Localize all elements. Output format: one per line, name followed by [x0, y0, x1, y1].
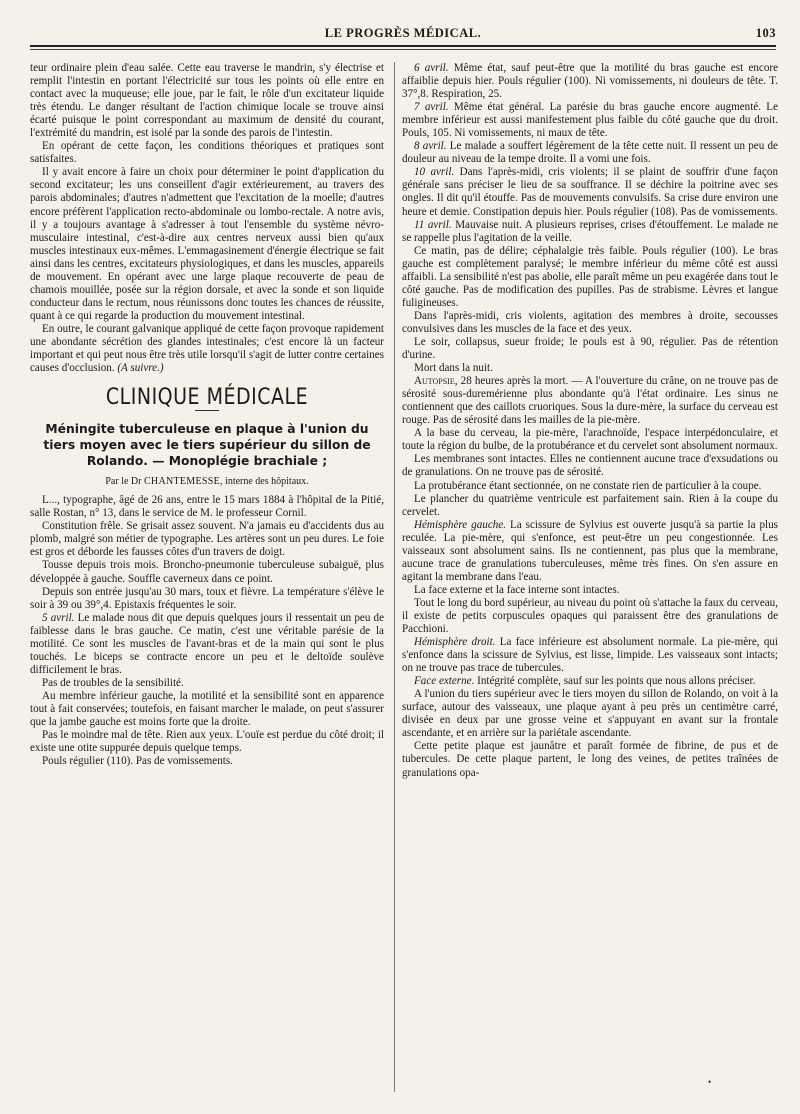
paragraph: Le soir, collapsus, sueur froide; le pouls est à 90, régulier. Pas de rétention d'urine.: [402, 335, 778, 362]
paragraph: A l'union du tiers supérieur avec le tiers moyen du sillon de Rolando, on voit à la surface, autour des vaisseaux, une plaque ayant à peu près un centimètre carré, divisée en deux par une grosse veine et s'appuyant en avant sur la frontale ascendante, et en arrière sur la pariétale ascendante.: [402, 688, 778, 740]
paragraph: A la base du cerveau, la pie-mère, l'arachnoïde, l'espace interpédonculaire, et toute la région du bulbe, de la protubérance et du cervelet sont absolument normaux.: [402, 427, 778, 453]
entry-date: 6 avril.: [414, 62, 449, 74]
byline-prefix: Par le Dr: [105, 476, 144, 488]
paragraph-text: La face inférieure est absolument normale. La pie-mère, qui s'enfonce dans la scissure de Sylvius, est lisse, limpide. Les vaisseaux sont intacts; on ne trouve pas trace de tubercules.: [402, 636, 779, 675]
paragraph: [402, 101, 778, 140]
header-rule-thin: [30, 49, 776, 50]
paragraph-text: , 28 heures après la mort. — A l'ouverture du crâne, on ne trouve pas de sérosité sous-duremérienne plus abondante qu'à l'état ordinaire. Les sinus ne contiennent que des caillots cruoriques. Sous la dure-mère, la surface du cerveau est rouge. Pas de sérosité dans les mailles de la pie-mère.: [402, 375, 778, 427]
header-rule: [30, 45, 776, 47]
paragraph: [402, 140, 778, 166]
paragraph: [30, 323, 384, 375]
paragraph: Tout le long du bord supérieur, au niveau du point où s'attache la faux du cerveau, il existe de petits corpuscules opaques qui paraissent être des granulations de Pacchioni.: [402, 596, 778, 636]
paragraph: La protubérance étant sectionnée, on ne constate rien de particulier à la coupe.: [414, 479, 762, 492]
paragraph: Pouls régulier (110). Pas de vomissements.: [42, 755, 233, 768]
entry-date: 11 avril.: [414, 218, 452, 231]
paragraph: [402, 519, 778, 584]
print-mark: •: [708, 1077, 712, 1087]
paragraph-text: La scissure de Sylvius est ouverte jusqu'à sa partie la plus reculée. La pie-mère, qui s'enfonce, est peut-être un peu congestionnée. Les vaisseaux sont absolument sains. Ils ne contiennent, pas plus que la membrane, aucune trace de granulations tuberculeuses, même très fines. On s'en assure en agitant la membrane dans l'eau.: [402, 518, 779, 583]
paragraph: Constitution frêle. Se grisait assez souvent. N'a jamais eu d'accidents dus au plomb, malgré son métier de typographe. Les artères sont un peu dures. Le foie est gros et déborde les fausses côtes d'un travers de doigt.: [30, 520, 384, 559]
right-column: [402, 62, 778, 780]
paragraph: [402, 62, 778, 101]
byline: [30, 475, 384, 488]
paragraph: Le plancher du quatrième ventricule est parfaitement sain. Rien à la coupe du cervelet.: [402, 492, 778, 518]
article-title: Méningite tuberculeuse en plaque à l'union du tiers moyen avec le tiers supérieur du sillon de Rolando. — Monoplégie brachiale ;: [43, 422, 371, 469]
paragraph-text: Le malade nous dit que depuis quelques jours il ressentait un peu de faiblesse dans le bras gauche. Ce matin, c'est une véritable parésie de la motilité. Ce sont les muscles de l'avant-bras et de la main qui sont le plus touchés. Le biceps se contracte encore un peu et le deltoïde soulève difficilement le bras.: [30, 611, 384, 676]
paragraph: En opérant de cette façon, les conditions théoriques et pratiques sont satisfaites.: [30, 140, 384, 166]
byline-suffix: , interne des hôpitaux.: [220, 476, 309, 488]
section-rule: [195, 410, 219, 411]
paragraph: Au membre inférieur gauche, la motilité et la sensibilité sont en apparence tout à fait conservées; toutefois, en faisant marcher le malade, on peut s'assurer que la jambe gauche est moins forte que la droite.: [30, 689, 384, 729]
paragraph: Pas le moindre mal de tête. Rien aux yeux. L'ouïe est perdue du côté droit; il existe une otite suppurée depuis quelque temps.: [30, 729, 384, 755]
paragraph: Dans l'après-midi, cris violents, agitation des membres à droite, secousses convulsives dans les muscles de la face et des yeux.: [402, 309, 778, 335]
paragraph: Tousse depuis trois mois. Broncho-pneumonie tuberculeuse subaiguë, plus développée à gauche. Souffle caverneux dans ce point.: [30, 559, 384, 585]
running-header: [30, 26, 776, 46]
autopsy-label: Autopsie: [414, 375, 455, 388]
paragraph: Il y avait encore à faire un choix pour déterminer le point d'application du second excitateur; les uns conseillent d'agir extérieurement, au travers des parois abdominales; d'autres n'admettent que l'excitation de la moelle; d'autres encore préfèrent l'application recto-abdominale ou lombo-rectale. A notre avis, il y a toujours avantage à s'adresser à tout l'ensemble du système névro-musculaire intestinal, c'est-à-dire aux centres nerveux aussi bien qu'aux muscles intestinaux eux-mêmes. L'emmagasinement d'énergie électrique se fait ainsi dans les centres, excitateurs physiologiques, et dans les muscles, appareils de mouvement. En opérant avec une large plaque recouverte de peau de chamois mouillée, posée sur la région dorsale, et avec la sonde et son liquide conducteur dans le rectum, nous réunissons donc toutes les chances de réussite, quant à ce qui regarde la production du mouvement intestinal.: [30, 166, 384, 322]
section-heading: CLINIQUE MÉDICALE: [105, 384, 309, 410]
paragraph: La face externe et la face interne sont intactes.: [414, 583, 620, 596]
paragraph: [402, 375, 778, 427]
paragraph: Mort dans la nuit.: [414, 362, 493, 375]
entry-date: 7 avril.: [414, 101, 449, 114]
paragraph-text: Mauvaise nuit. A plusieurs reprises, crises d'étouffement. Le malade ne se rappelle plus l'agitation de la veille.: [402, 218, 778, 244]
continued-note: (A suivre.): [117, 362, 164, 375]
entry-date: 8 avril.: [414, 140, 447, 153]
paragraph: Ce matin, pas de délire; céphalalgie très faible. Pouls régulier (100). Le bras gauche est complètement paralysé; le membre inférieur du même côté est aussi affaibli. La sensibilité n'est pas abolie, elle paraît même un peu exagérée dans tout le côté gauche. Pas de modification des pupilles. Pas de strabisme. Lèvres et langue fuligineuses.: [402, 244, 778, 309]
paragraph: teur ordinaire plein d'eau salée. Cette eau traverse le mandrin, s'y électrise et remplit l'intestin en portant l'électricité sur tous les points où elle entre en contact avec la muqueuse; elle joue, par le fait, le rôle d'un excitateur liquide très étendu. Le danger résultant de l'action chimique locale se trouve ainsi écarté puisque le point correspondant au maximum de densité du courant, l'extrémité du mandrin, est isolé par la sonde des parois de l'intestin.: [30, 62, 384, 140]
paragraph: [30, 612, 384, 677]
entry-date: 5 avril.: [42, 611, 75, 624]
left-column: [30, 62, 384, 768]
paragraph: [402, 675, 778, 688]
journal-title: LE PROGRÈS MÉDICAL.: [324, 26, 482, 40]
paragraph-text: Même état général. La parésie du bras gauche encore augmenté. Le membre inférieur est aussi manifestement plus faible du côté gauche que du droit. Pouls, 105. Ni vomissements, ni maux de tête.: [402, 101, 779, 140]
paragraph-text: Même état, sauf peut-être que la motilité du bras gauche est encore affaiblie depuis hier. Pouls régulier (100). Ni vomissements, ni douleurs de tête. T. 37°,8. Respiration, 25.: [402, 62, 779, 101]
author-name: CHANTEMESSE: [143, 476, 221, 488]
paragraph: Cette petite plaque est jaunâtre et paraît formée de fibrine, de pus et de tubercules. De cette plaque partent, le long des veines, de petites traînées de granulations opa-: [402, 740, 778, 779]
paragraph-text: Intégrité complète, sauf sur les points que nous allons préciser.: [474, 675, 756, 688]
subsection-label: Hémisphère gauche.: [414, 518, 506, 531]
column-divider: [394, 62, 395, 1092]
paragraph: [402, 219, 778, 245]
paragraph: Les membranes sont intactes. Elles ne contiennent aucune trace d'exsudations ou de granulations. On ne trouve pas de sérosité.: [402, 453, 778, 479]
paragraph: [402, 636, 778, 675]
paragraph-text: En outre, le courant galvanique appliqué de cette façon provoque rapidement une abondante sécrétion des glandes intestinales; c'est encore là un facteur important et qui peut nous être très utile lorsqu'il s'agit de lutter contre certaines causes d'occlusion.: [30, 322, 384, 375]
subsection-label: Face externe.: [414, 675, 475, 688]
paragraph: [402, 166, 778, 218]
page-number: 103: [755, 26, 776, 40]
paragraph: Pas de troubles de la sensibilité.: [42, 676, 184, 689]
paragraph: Depuis son entrée jusqu'au 30 mars, toux et fièvre. La température s'élève le soir à 39 ou 39°,4. Epistaxis fréquentes le soir.: [30, 585, 384, 611]
entry-date: 10 avril.: [414, 166, 455, 179]
paragraph-text: Le malade a souffert légèrement de la tête cette nuit. Il ressent un peu de douleur au niveau de la tempe droite. Il a vomi une fois.: [402, 140, 778, 166]
paragraph-text: Dans l'après-midi, cris violents; il se plaint de souffrir d'une façon générale sans préciser le lieu de sa souffrance. Il se déchire la poitrine avec ses ongles. Il dit qu'il étouffe. Pas de mouvements convulsifs. Sa crise dure environ une heure et demie. Constipation depuis hier. Pouls régulier (108). Pas de vomissements.: [402, 166, 779, 218]
paragraph: L..., typographe, âgé de 26 ans, entre le 15 mars 1884 à l'hôpital de la Pitié, salle Rostan, n° 13, dans le service de M. le professeur Cornil.: [30, 494, 384, 520]
subsection-label: Hémisphère droit.: [414, 636, 496, 649]
